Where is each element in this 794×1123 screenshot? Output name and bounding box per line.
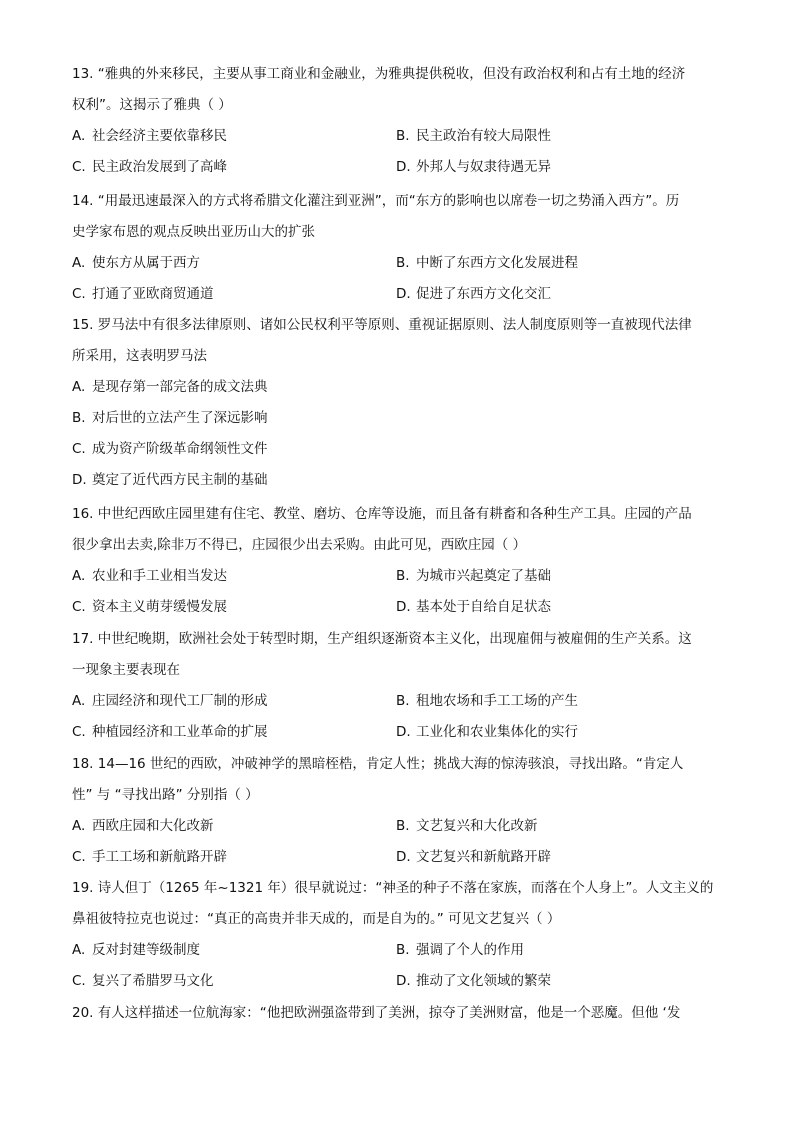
option-a[interactable] (72, 372, 722, 403)
option-letter: A. (72, 128, 86, 144)
option-b[interactable] (396, 686, 578, 717)
option-letter: A. (72, 379, 86, 395)
option-text: 为城市兴起奠定了基础 (416, 568, 551, 584)
option-b[interactable] (396, 121, 551, 152)
question-stem-line: 史学家布恩的观点反映出亚历山大的扩张 (72, 224, 315, 240)
option-c[interactable] (72, 434, 722, 465)
question-15 (72, 310, 722, 496)
question-stem-line: 一现象主要表现在 (72, 662, 180, 678)
option-text: 复兴了希腊罗马文化 (92, 973, 214, 989)
option-letter: D. (396, 973, 411, 989)
option-text: 文艺复兴和大化改新 (416, 818, 538, 834)
option-text: 手工工场和新航路开辟 (92, 849, 227, 865)
option-text: 农业和手工业相当发达 (92, 568, 227, 584)
option-d[interactable] (396, 592, 551, 623)
option-text: 民主政治发展到了高峰 (92, 159, 227, 175)
question-stem-line: 性” 与 “寻找出路” 分别指（ ） (72, 787, 259, 803)
option-text: 强调了个人的作用 (416, 942, 524, 958)
question-stem-line: 很少拿出去卖,除非万不得已，庄园很少出去采购。由此可见，西欧庄园（ ） (72, 537, 527, 553)
question-stem-line: 18. 14—16 世纪的西欧，冲破神学的黑暗桎梏，肯定人性；挑战大海的惊涛骇浪，寻找出路。“肯定人 (72, 756, 684, 772)
option-c[interactable] (72, 842, 227, 873)
option-row (72, 152, 722, 183)
question-stem-line: 13. “雅典的外来移民，主要从事工商业和金融业，为雅典提供税收，但没有政治权利和占有土地的经济 (72, 66, 686, 82)
option-text: 推动了文化领域的繁荣 (416, 973, 551, 989)
option-text: 基本处于自给自足状态 (416, 599, 551, 615)
option-letter: D. (396, 724, 411, 740)
question-stem-line: 20. 有人这样描述一位航海家：“他把欧洲强盗带到了美洲，掠夺了美洲财富，他是一个恶魔。但他 ‘发 (72, 1005, 681, 1021)
option-b[interactable] (396, 561, 551, 592)
question-stem-line: 权利”。这揭示了雅典（ ） (72, 97, 232, 113)
question-stem-line: 15. 罗马法中有很多法律原则、诸如公民权利平等原则、重视证据原则、法人制度原则等一直被现代法律 (72, 317, 692, 333)
option-letter: B. (396, 128, 410, 144)
option-text: 种植园经济和工业革命的扩展 (92, 724, 268, 740)
option-d[interactable] (396, 842, 551, 873)
option-text: 西欧庄园和大化改新 (92, 818, 214, 834)
option-row (72, 842, 722, 873)
option-a[interactable] (72, 935, 200, 966)
option-row (72, 811, 722, 842)
option-text: 促进了东西方文化交汇 (416, 286, 551, 302)
option-letter: C. (72, 973, 86, 989)
question-19 (72, 873, 722, 997)
option-text: 反对封建等级制度 (92, 942, 200, 958)
option-letter: D. (396, 599, 411, 615)
option-letter: A. (72, 818, 86, 834)
option-letter: B. (72, 410, 86, 426)
question-16 (72, 499, 722, 623)
option-letter: C. (72, 159, 86, 175)
question-stem-line: 16. 中世纪西欧庄园里建有住宅、教堂、磨坊、仓库等设施，而且备有耕畜和各种生产工具。庄园的产品 (72, 506, 692, 522)
option-c[interactable] (72, 279, 214, 310)
option-d[interactable] (72, 465, 722, 496)
option-letter: B. (396, 255, 410, 271)
option-text: 民主政治有较大局限性 (416, 128, 551, 144)
option-letter: C. (72, 441, 86, 457)
option-letter: B. (396, 942, 410, 958)
option-letter: B. (396, 818, 410, 834)
option-text: 文艺复兴和新航路开辟 (416, 849, 551, 865)
option-text: 庄园经济和现代工厂制的形成 (92, 693, 268, 709)
option-a[interactable] (72, 686, 268, 717)
option-text: 打通了亚欧商贸通道 (92, 286, 214, 302)
option-a[interactable] (72, 561, 227, 592)
option-text: 外邦人与奴隶待遇无异 (416, 159, 551, 175)
option-text: 奠定了近代西方民主制的基础 (92, 472, 268, 488)
option-letter: A. (72, 693, 86, 709)
option-letter: D. (396, 159, 411, 175)
option-letter: B. (396, 693, 410, 709)
option-row (72, 121, 722, 152)
question-stem-line: 所采用，这表明罗马法 (72, 348, 207, 364)
option-text: 是现存第一部完备的成文法典 (92, 379, 268, 395)
option-letter: D. (396, 849, 411, 865)
question-stem-line: 14. “用最迅速最深入的方式将希腊文化灌注到亚洲”，而“东方的影响也以席卷一切之势涌入西方”。历 (72, 193, 680, 209)
option-text: 社会经济主要依靠移民 (92, 128, 227, 144)
option-b[interactable] (396, 248, 578, 279)
question-18 (72, 749, 722, 873)
option-d[interactable] (396, 152, 551, 183)
option-c[interactable] (72, 717, 268, 748)
question-stem-line: 鼻祖彼特拉克也说过：“真正的高贵并非天成的，而是自为的。” 可见文艺复兴（ ） (72, 911, 561, 927)
option-c[interactable] (72, 966, 214, 997)
option-letter: A. (72, 255, 86, 271)
option-row (72, 248, 722, 279)
option-c[interactable] (72, 152, 227, 183)
option-row (72, 966, 722, 997)
option-d[interactable] (396, 966, 551, 997)
option-b[interactable] (72, 403, 722, 434)
option-letter: A. (72, 568, 86, 584)
question-20 (72, 998, 722, 1029)
option-text: 中断了东西方文化发展进程 (416, 255, 578, 271)
option-text: 使东方从属于西方 (92, 255, 200, 271)
option-letter: A. (72, 942, 86, 958)
question-14 (72, 186, 722, 310)
option-text: 工业化和农业集体化的实行 (416, 724, 578, 740)
option-text: 对后世的立法产生了深远影响 (92, 410, 268, 426)
question-stem-line: 19. 诗人但丁（1265 年~1321 年）很早就说过：“神圣的种子不落在家族，而落在个人身上”。人文主义的 (72, 880, 714, 896)
question-stem-line: 17. 中世纪晚期，欧洲社会处于转型时期，生产组织逐渐资本主义化，出现雇佣与被雇佣的生产关系。这 (72, 631, 692, 647)
option-text: 成为资产阶级革命纲领性文件 (92, 441, 268, 457)
option-letter: B. (396, 568, 410, 584)
question-13 (72, 59, 722, 183)
option-text: 资本主义萌芽缓慢发展 (92, 599, 227, 615)
option-a[interactable] (72, 248, 200, 279)
option-a[interactable] (72, 121, 227, 152)
option-b[interactable] (396, 811, 538, 842)
option-row (72, 279, 722, 310)
option-row (72, 935, 722, 966)
option-letter: C. (72, 724, 86, 740)
option-text: 租地农场和手工工场的产生 (416, 693, 578, 709)
option-b[interactable] (396, 935, 524, 966)
option-letter: D. (72, 472, 87, 488)
option-letter: D. (396, 286, 411, 302)
option-c[interactable] (72, 592, 227, 623)
question-17 (72, 624, 722, 748)
option-row (72, 561, 722, 592)
option-letter: C. (72, 286, 86, 302)
option-row (72, 686, 722, 717)
option-d[interactable] (396, 717, 578, 748)
option-letter: C. (72, 849, 86, 865)
option-row (72, 717, 722, 748)
option-d[interactable] (396, 279, 551, 310)
option-row (72, 592, 722, 623)
option-a[interactable] (72, 811, 214, 842)
option-letter: C. (72, 599, 86, 615)
